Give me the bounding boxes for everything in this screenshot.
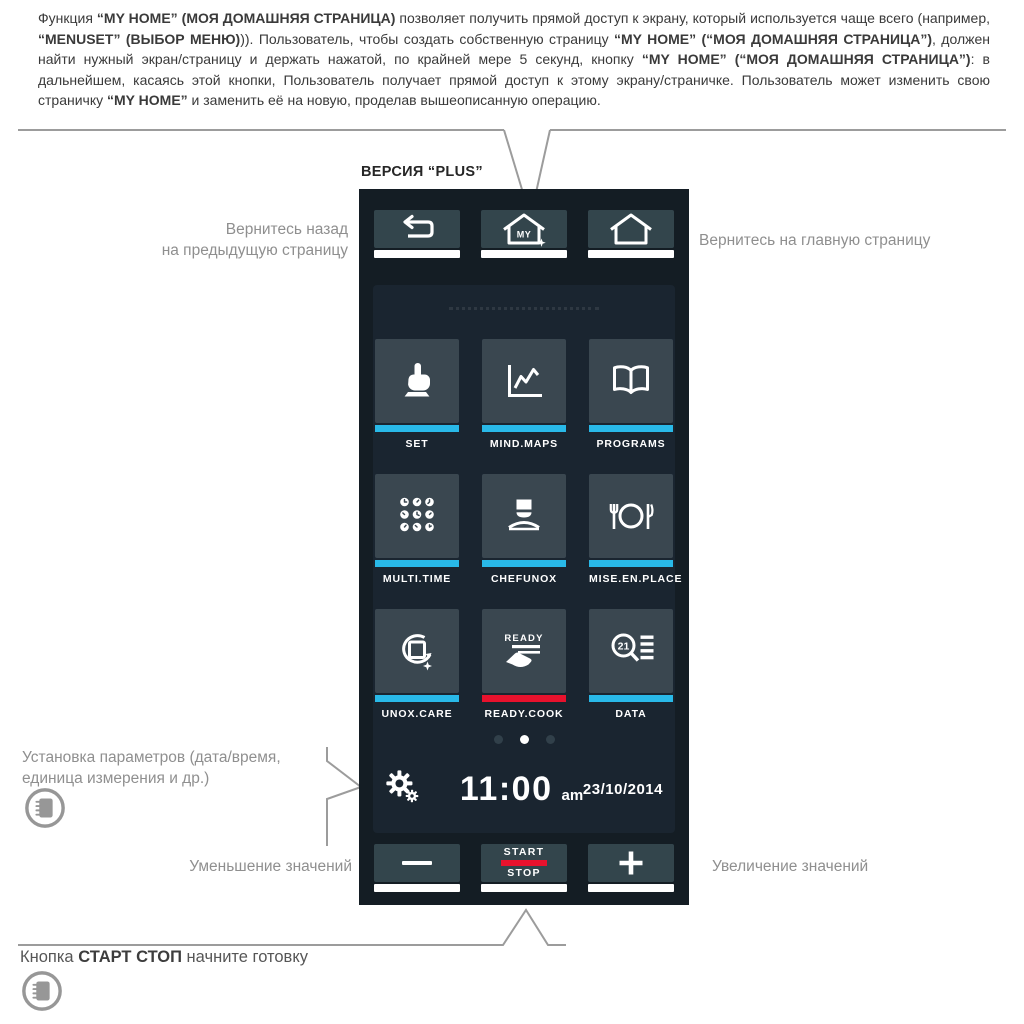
intro-segment: позволяет получить прямой доступ к экрану, который используется чаще всего (например, xyxy=(395,10,990,26)
tile-chefunox[interactable] xyxy=(482,474,566,585)
intro-segment-bold: “MY HOME” (“МОЯ ДОМАШНЯЯ СТРАНИЦА”) xyxy=(613,30,933,47)
tile-data-face[interactable] xyxy=(589,609,673,693)
page-dot[interactable] xyxy=(546,735,555,744)
annotation-increase: Увеличение значений xyxy=(712,858,869,875)
bottom-row xyxy=(374,844,674,892)
start-stop-button-face[interactable] xyxy=(481,844,567,882)
oven-touchscreen xyxy=(359,189,689,905)
tile-mind-maps[interactable] xyxy=(482,339,566,450)
tile-mise-en-place[interactable] xyxy=(589,474,683,585)
intro-paragraph xyxy=(38,8,990,111)
tile-chefunox-face[interactable] xyxy=(482,474,566,558)
status-row xyxy=(383,767,665,813)
tile-set[interactable] xyxy=(375,339,459,450)
tile-accent-bar-red xyxy=(482,695,566,702)
tile-label: MULTI.TIME xyxy=(382,573,452,585)
annotation-decrease: Уменьшение значений xyxy=(189,858,352,875)
intro-segment: и заменить её на новую, проделав вышеописанную операцию. xyxy=(187,92,601,109)
annotation-back-line2: на предыдущую страницу xyxy=(161,242,348,259)
tile-label: DATA xyxy=(615,708,647,720)
plus-icon xyxy=(616,848,646,878)
start-label: START xyxy=(503,845,545,858)
faded-text xyxy=(449,307,599,310)
tile-data[interactable] xyxy=(589,609,673,720)
annotation-settings-line1: Установка параметров (дата/время, xyxy=(22,749,281,766)
home-icon xyxy=(605,209,657,249)
tile-programs[interactable] xyxy=(589,339,673,450)
back-arrow-icon xyxy=(394,214,440,244)
meridiem: am xyxy=(561,787,584,804)
button-underline xyxy=(588,884,674,892)
time-value: 11:00 xyxy=(459,770,553,808)
increase-button[interactable] xyxy=(588,844,674,892)
tile-accent-bar xyxy=(375,560,459,567)
my-home-icon-label: MY xyxy=(516,229,532,240)
open-book-icon xyxy=(607,361,655,401)
tile-ready-cook[interactable] xyxy=(482,609,566,720)
plate-cutlery-icon xyxy=(606,496,656,536)
ready-hand-icon xyxy=(500,629,548,673)
tile-multi-time[interactable] xyxy=(375,474,459,585)
start-stop-button[interactable] xyxy=(481,844,567,892)
intro-segment: : в дальнейшем, касаясь этой кнопки, Пользователь получает прямой доступ к этому экрану/страничке. Пользователь может изменить свою страничку xyxy=(38,51,990,109)
start-stop-caption xyxy=(20,948,308,967)
annotation-settings xyxy=(22,747,281,789)
tile-mise-en-place-face[interactable] xyxy=(589,474,673,558)
chart-icon xyxy=(502,359,546,403)
my-home-button-face[interactable] xyxy=(481,210,567,248)
intro-segment: )). Пользователь, чтобы создать собственную страницу xyxy=(240,30,614,47)
tile-label: READY.COOK xyxy=(484,708,564,720)
manual-badge-icon xyxy=(24,787,66,829)
back-button-face[interactable] xyxy=(374,210,460,248)
tile-accent-bar xyxy=(589,425,673,432)
annotation-back-line1: Вернитесь назад xyxy=(225,221,348,238)
search-data-icon xyxy=(607,629,655,673)
touch-hand-icon xyxy=(395,359,439,403)
annotation-back xyxy=(80,219,348,261)
tile-mind-maps-face[interactable] xyxy=(482,339,566,423)
tile-label: SET xyxy=(405,438,429,450)
button-underline xyxy=(374,250,460,258)
settings-gear-icon[interactable] xyxy=(385,769,421,805)
manual-badge-icon xyxy=(21,970,63,1012)
clock xyxy=(460,767,583,811)
intro-segment-bold: “MENUSET” (ВЫБОР МЕНЮ) xyxy=(38,30,241,47)
caption-suffix: начните готовку xyxy=(181,948,308,966)
page-dot-active[interactable] xyxy=(520,735,529,744)
increase-button-face[interactable] xyxy=(588,844,674,882)
tile-label: PROGRAMS xyxy=(596,438,666,450)
nav-row xyxy=(374,210,674,258)
chef-icon xyxy=(502,494,546,538)
tile-accent-bar xyxy=(482,425,566,432)
tile-accent-bar xyxy=(482,560,566,567)
tile-ready-cook-face[interactable] xyxy=(482,609,566,693)
annotation-home: Вернитесь на главную страницу xyxy=(699,232,931,249)
caption-bold: СТАРТ СТОП xyxy=(78,948,182,966)
tile-unox-care-face[interactable] xyxy=(375,609,459,693)
page-dots xyxy=(373,735,675,744)
intro-segment-bold: “MY HOME” (МОЯ ДОМАШНЯЯ СТРАНИЦА) xyxy=(96,10,396,26)
tile-set-face[interactable] xyxy=(375,339,459,423)
tile-accent-bar xyxy=(375,695,459,702)
tile-multi-time-face[interactable] xyxy=(375,474,459,558)
data-icon-text: 21 xyxy=(617,640,630,653)
my-home-button[interactable] xyxy=(481,210,567,258)
refresh-care-icon xyxy=(394,629,440,673)
button-underline xyxy=(588,250,674,258)
screen xyxy=(373,285,683,833)
tile-accent-bar xyxy=(589,560,673,567)
tile-accent-bar xyxy=(589,695,673,702)
tile-label: CHEFUNOX xyxy=(490,573,558,585)
date-value: 23/10/2014 xyxy=(582,781,663,798)
decrease-button[interactable] xyxy=(374,844,460,892)
home-button[interactable] xyxy=(588,210,674,258)
page-dot[interactable] xyxy=(494,735,503,744)
ready-icon-text: READY xyxy=(504,633,544,644)
tile-label: UNOX.CARE xyxy=(381,708,453,720)
caption-prefix: Кнопка xyxy=(20,948,79,966)
button-underline xyxy=(481,250,567,258)
button-underline xyxy=(481,884,567,892)
decrease-button-face[interactable] xyxy=(374,844,460,882)
intro-segment-bold: “MY HOME” xyxy=(107,92,188,109)
start-stop-red-bar xyxy=(501,860,547,866)
tile-accent-bar xyxy=(375,425,459,432)
intro-segment: , должен найти нужный экран/страницу и держать нажатой, по крайней мере 5 секунд, кнопку xyxy=(38,30,991,68)
tile-label: MISE.EN.PLACE xyxy=(589,573,683,585)
tile-label: MIND.MAPS xyxy=(489,438,559,450)
tile-grid xyxy=(375,339,683,720)
intro-segment: Функция xyxy=(38,10,97,26)
stop-label: STOP xyxy=(507,867,541,880)
back-button[interactable] xyxy=(374,210,460,258)
version-label: ВЕРСИЯ “PLUS” xyxy=(361,164,483,180)
my-home-icon xyxy=(498,209,550,249)
multi-clock-icon xyxy=(395,494,439,538)
tile-programs-face[interactable] xyxy=(589,339,673,423)
annotation-settings-line2: единица измерения и др.) xyxy=(22,770,210,787)
minus-icon xyxy=(402,861,432,866)
home-button-face[interactable] xyxy=(588,210,674,248)
intro-segment-bold: “MY HOME” (“МОЯ ДОМАШНЯЯ СТРАНИЦА”) xyxy=(641,51,971,68)
tile-unox-care[interactable] xyxy=(375,609,459,720)
button-underline xyxy=(374,884,460,892)
